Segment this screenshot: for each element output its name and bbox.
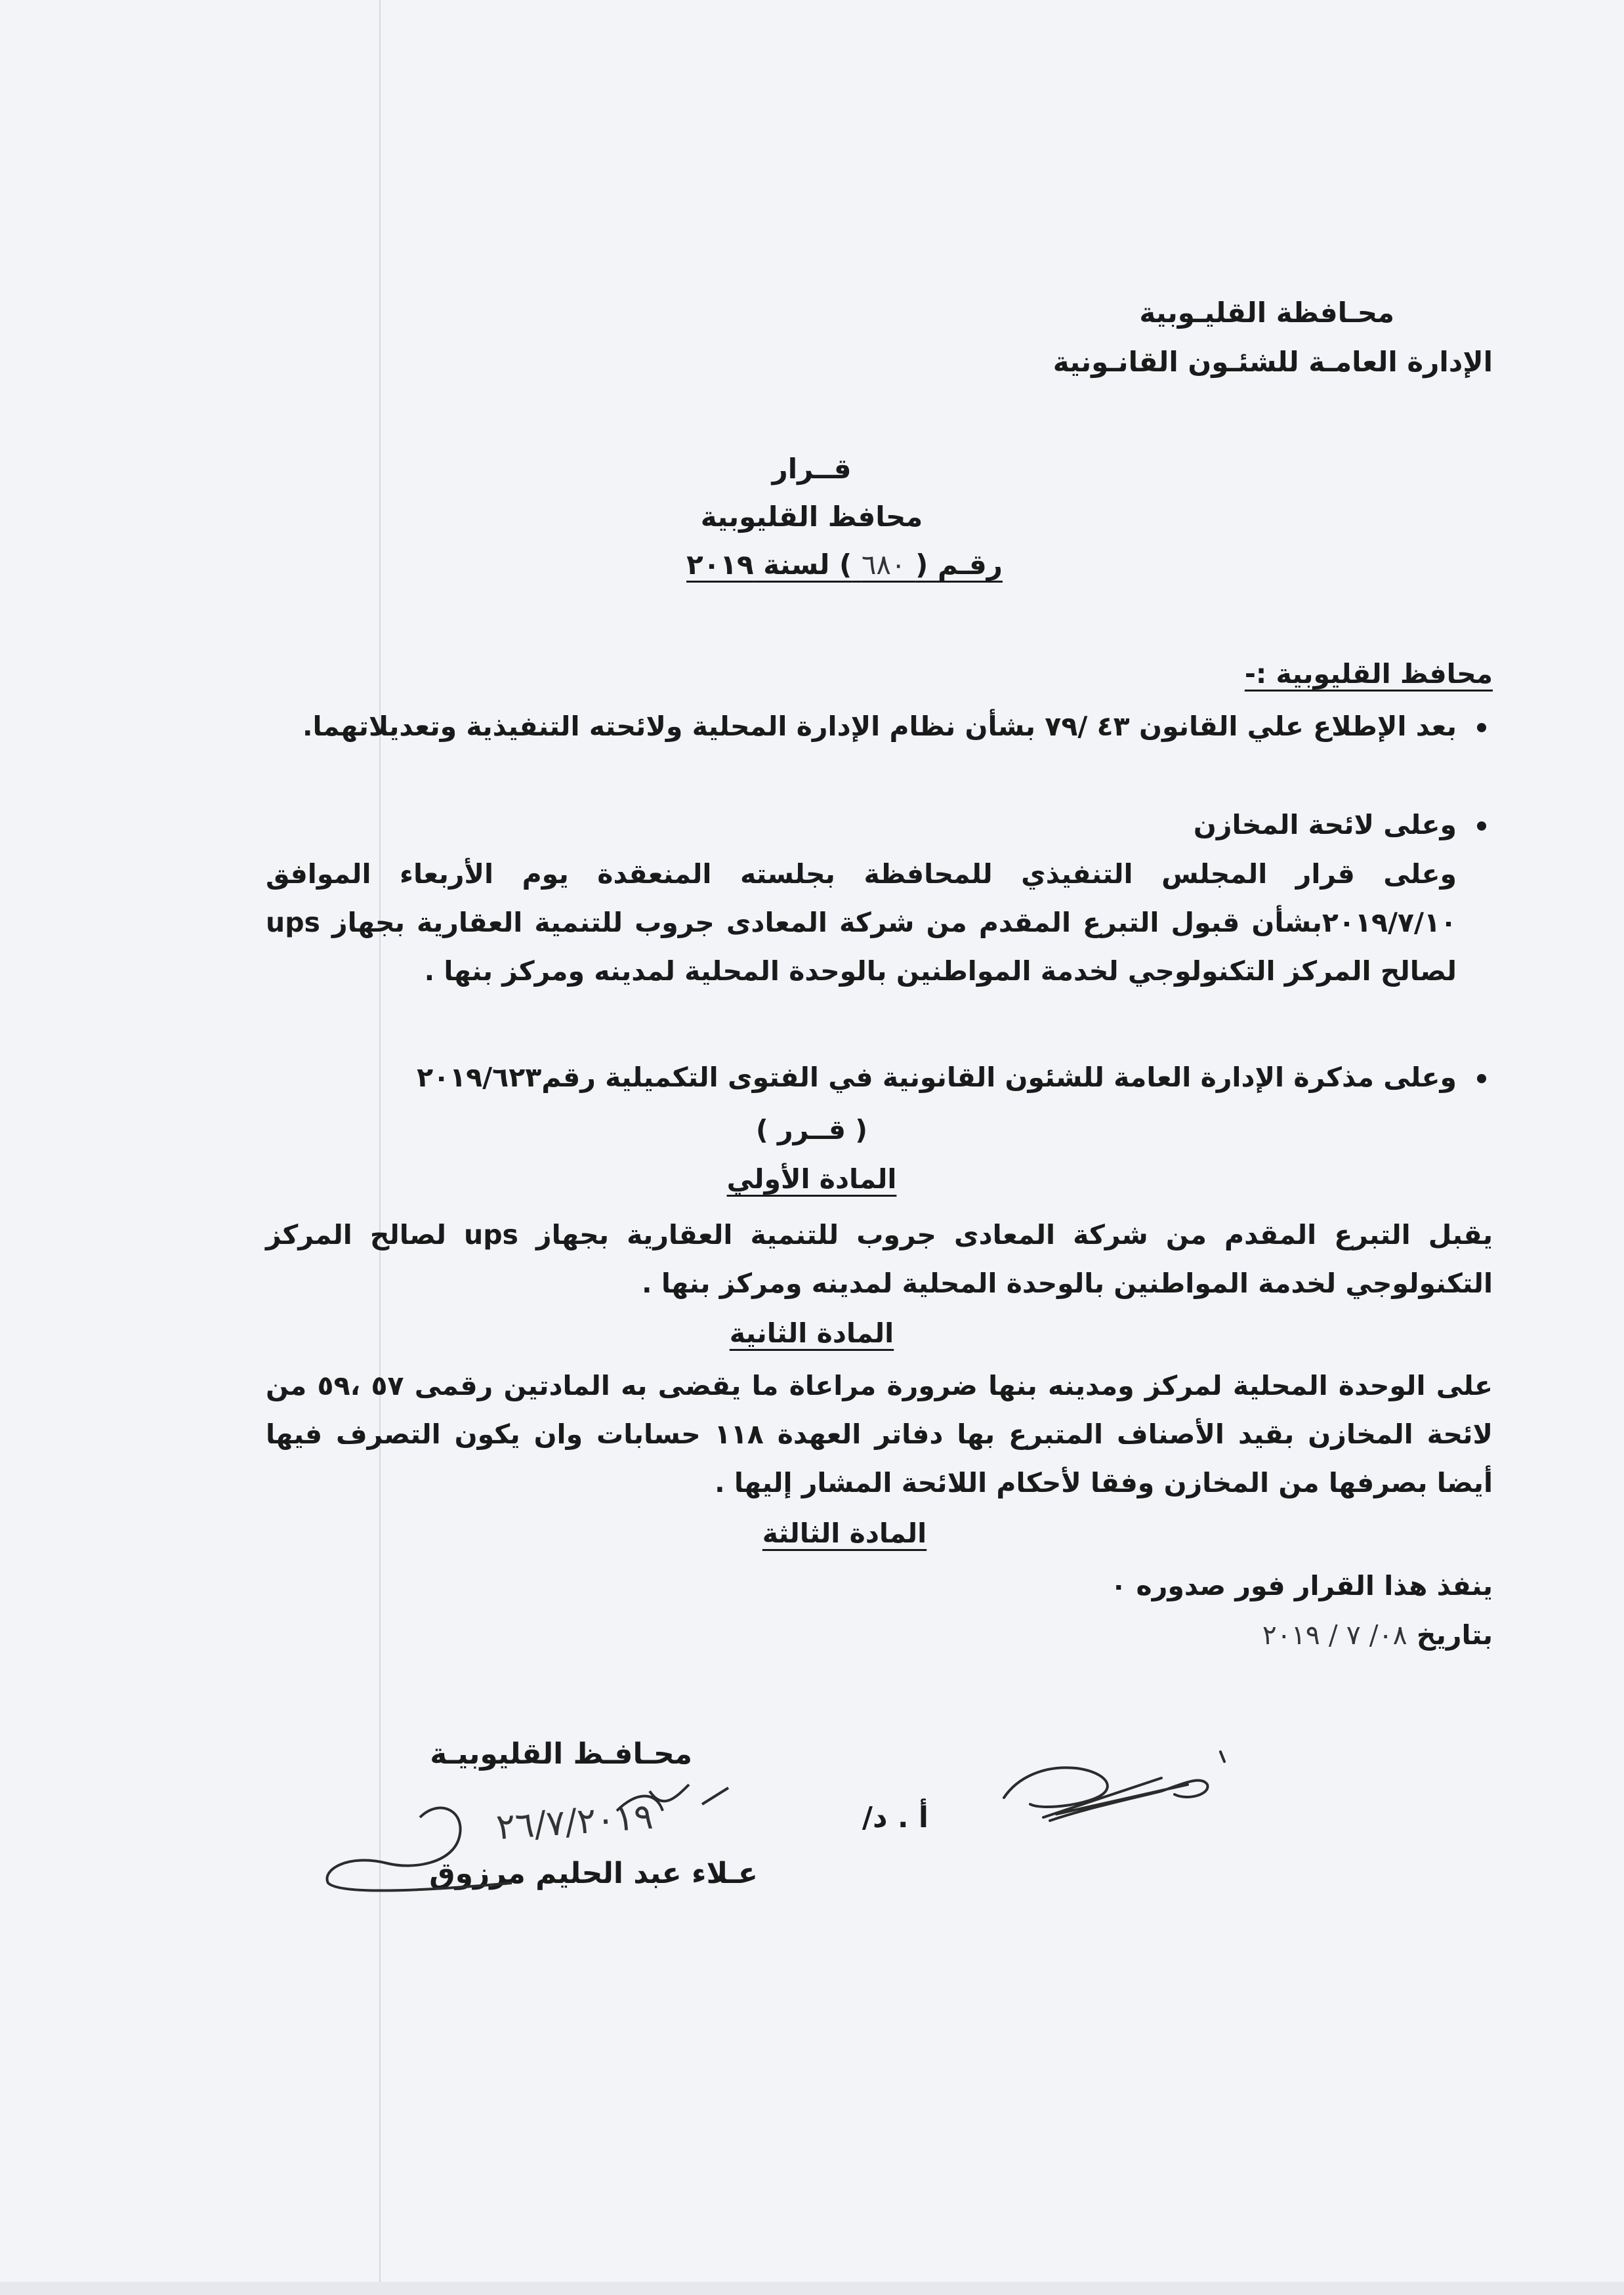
article-1-title: المادة الأولي [726,1163,897,1195]
bullet-text: وعلى لائحة المخازن [1193,809,1457,840]
handwritten-decision-number: ٦٨٠ [861,548,906,581]
bullet-dot [1477,821,1486,831]
bullet-dot [1477,1074,1486,1083]
header-department: الإدارة العامـة للشئـون القانـونية [1052,346,1493,378]
bullet-text: وعلى مذكرة الإدارة العامة للشئون القانونية في الفتوى التكميلية رقم٢٠١٩/٦٢٣ [417,1062,1457,1093]
name-scribble [308,1771,781,1903]
bullet-dot [1477,723,1486,732]
signatory-prefix: أ . د/ [862,1801,928,1834]
governor-signature [991,1739,1240,1844]
date-value: ٠٨/ ٧ / ٢٠١٩ [1262,1619,1407,1651]
bullet-item [266,800,1493,849]
decision-title: قــرار [772,453,852,485]
number-suffix: ) لسنة ٢٠١٩ [686,548,852,581]
issue-date-line [1262,1611,1493,1659]
bullet-text: بعد الإطلاع علي القانون ٤٣ /٧٩ بشأن نظام الإدارة المحلية ولائحته التنفيذية وتعديلاتهما. [302,711,1457,742]
page-fold-line [379,0,381,2295]
date-prefix: بتاريخ [1416,1619,1493,1651]
article-2-title: المادة الثانية [729,1317,894,1349]
article-1-text: يقبل التبرع المقدم من شركة المعادى جروب للتنمية العقارية بجهاز ups لصالح المركز التكنولوجي لخدمة المواطنين بالوحدة المحلية لمدينه ومركز بنها . [266,1219,1493,1299]
issuer-title: محافظ القليوبية [700,501,923,533]
council-paragraph: وعلى قرار المجلس التنفيذي للمحافظة بجلسته المنعقدة يوم الأربعاء الموافق ٢٠١٩/٧/١٠بشأن قبول التبرع المقدم من شركة المعادى جروب للتنمية العقارية بجهاز ups لصالح المركز التكنولوجي لخدمة المواطنين بالوحدة المحلية لمدينه ومركز بنها . [266,858,1457,987]
number-prefix: رقـم ( [915,548,1003,581]
opening-line: محافظ القليوبية :- [1244,658,1493,690]
article-3-text: ينفذ هذا القرار فور صدوره ٠ [1110,1570,1493,1602]
article-3-title: المادة الثالثة [762,1518,927,1549]
scan-edge [0,2282,1624,2295]
signatory-name: عـلاء عبد الحليم مرزوق [429,1857,758,1890]
article-2-text: على الوحدة المحلية لمركز ومدينه بنها ضرورة مراعاة ما يقضى به المادتين رقمى ٥٧ ،٥٩ من لائحة المخازن بقيد الأصناف المتبرع بها دفاتر العهدة ١١٨ حسابات وان يكون التصرف فيها أيضا بصرفها من المخازن وفقا لأحكام اللائحة المشار إليها . [266,1370,1493,1499]
decision-number-line [582,548,1107,581]
handwritten-signature-date: ٢٦/٧/٢٠١٩ [494,1795,654,1848]
header-governorate: محـافظة القليـوبية [1139,297,1394,329]
bullet-item [266,1053,1493,1102]
decides-heading: ( قــرر ) [755,1114,867,1146]
signatory-title: محـافـظ القليوبيـة [430,1737,692,1771]
bullet-item [266,702,1493,751]
